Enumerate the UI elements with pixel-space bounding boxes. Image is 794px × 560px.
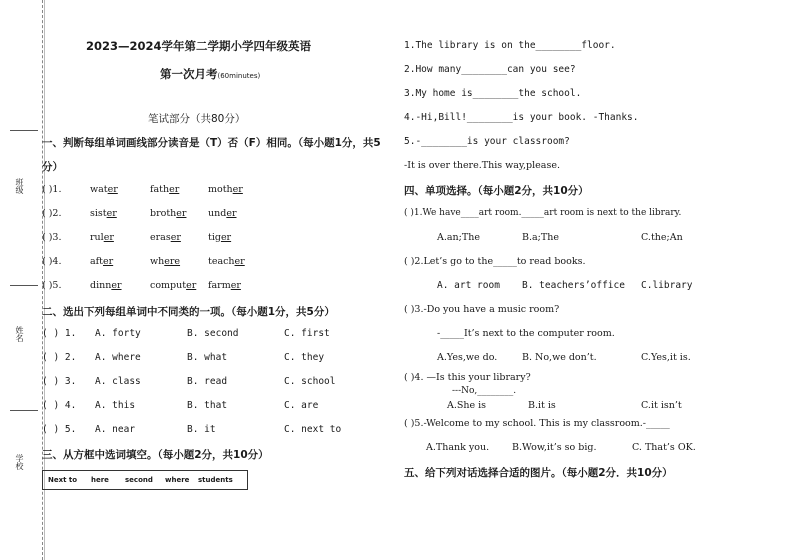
fill-question: 5.-________is your classroom? — [404, 136, 570, 147]
s2-option-b: B. second — [187, 328, 239, 339]
mc-option-b: B.it is — [528, 400, 556, 411]
s1-word-b: father — [150, 184, 180, 195]
s1-num: ( )2. — [42, 208, 62, 219]
mc-dialog-line: -_____It’s next to the computer room. — [437, 328, 615, 339]
s1-word-c: teacher — [208, 256, 245, 267]
s1-word-b: computer — [150, 280, 197, 291]
s2-option-c: C. first — [284, 328, 330, 339]
mc-option-a: A. art room — [437, 280, 500, 291]
section2-heading: 二、选出下列每组单词中不同类的一项。（每小题1分，共5分） — [42, 306, 335, 318]
s1-word-b: brother — [150, 208, 187, 219]
mc-option-c: C.Yes,it is. — [641, 352, 691, 363]
s2-option-c: C. school — [284, 376, 336, 387]
mc-option-b: B.Wow,it’s so big. — [512, 442, 597, 453]
s1-word-b: where — [150, 256, 181, 267]
class-blank-line — [10, 130, 38, 131]
s2-option-a: A. class — [95, 376, 141, 387]
s2-option-a: A. near — [95, 424, 136, 435]
class-label: 班级 — [15, 178, 24, 194]
s2-num: ( ) 3. — [42, 376, 77, 387]
mc-option-c: C.library — [641, 280, 693, 291]
s1-num: ( )5. — [42, 280, 62, 291]
mc-question: ( )5.-Welcome to my school. This is my classroom.-_____ — [404, 418, 670, 429]
s2-option-c: C. next to — [284, 424, 342, 435]
fill-question: 3.My home is________the school. — [404, 88, 582, 99]
mc-option-a: A.She is — [447, 400, 487, 411]
s2-num: ( ) 2. — [42, 352, 77, 363]
s1-num: ( )4. — [42, 256, 62, 267]
s1-word-c: under — [208, 208, 237, 219]
exam-duration: (60minutes) — [217, 72, 261, 80]
s2-option-b: B. it — [187, 424, 216, 435]
mc-option-c: C. That’s OK. — [632, 442, 696, 453]
s1-word-b: eraser — [150, 232, 181, 243]
s1-word-a: dinner — [90, 280, 122, 291]
exam-subtitle: 第一次月考 — [160, 67, 218, 81]
s2-option-b: B. that — [187, 400, 228, 411]
school-blank-line — [10, 410, 38, 411]
s2-option-a: A. forty — [95, 328, 141, 339]
s2-option-c: C. are — [284, 400, 319, 411]
s2-option-a: A. where — [95, 352, 141, 363]
fill-question: 2.How many________can you see? — [404, 64, 576, 75]
mc-option-c: C.it isn’t — [641, 400, 682, 411]
mc-question: ( )4. —Is this your library? — [404, 372, 531, 383]
word-bank-word: Next to — [48, 476, 78, 484]
s2-option-b: B. read — [187, 376, 228, 387]
s1-word-a: after — [90, 256, 114, 267]
mc-question: ( )3.-Do you have a music room? — [404, 304, 560, 315]
word-bank-word: students — [198, 476, 233, 484]
mc-option-a: A.Thank you. — [426, 442, 490, 453]
section4-heading: 四、单项选择。（每小题2分，共10分） — [404, 185, 589, 197]
name-blank-line — [10, 285, 38, 286]
word-bank-word: second — [125, 476, 153, 484]
word-bank-word: here — [91, 476, 109, 484]
mc-option-a: A.an;The — [437, 232, 480, 243]
section3-heading: 三、从方框中选词填空。（每小题2分，共10分） — [42, 449, 269, 461]
s2-option-a: A. this — [95, 400, 136, 411]
mc-option-b: B. teachers’office — [522, 280, 625, 291]
s2-option-b: B. what — [187, 352, 228, 363]
s2-num: ( ) 5. — [42, 424, 77, 435]
exam-title: 2023—2024学年第二学期小学四年级英语 — [86, 39, 312, 53]
written-part-title: 笔试部分（共80分） — [148, 113, 246, 125]
mc-option-a: A.Yes,we do. — [437, 352, 498, 363]
section5-heading: 五、给下列对话选择合适的图片。（每小题2分．共10分） — [404, 467, 673, 479]
mc-dialog-line: ---No,________. — [452, 386, 517, 396]
mc-option-b: B. No,we don’t. — [522, 352, 597, 363]
s1-word-a: water — [90, 184, 118, 195]
fill-question-response: -It is over there.This way,please. — [404, 160, 560, 171]
exam-subtitle-group — [160, 63, 260, 82]
section1-heading-cont: 分） — [42, 161, 63, 173]
s1-word-a: sister — [90, 208, 117, 219]
s2-num: ( ) 4. — [42, 400, 77, 411]
fill-question: 1.The library is on the________floor. — [404, 40, 616, 51]
s1-word-c: mother — [208, 184, 243, 195]
s1-num: ( )1. — [42, 184, 62, 195]
section1-heading: 一、判断每组单词画线部分读音是（T）否（F）相同。（每小题1分，共5 — [42, 137, 381, 149]
word-bank-box — [42, 470, 248, 490]
s2-num: ( ) 1. — [42, 328, 77, 339]
s1-num: ( )3. — [42, 232, 62, 243]
s1-word-c: tiger — [208, 232, 232, 243]
mc-question: ( )2.Let’s go to the_____to read books. — [404, 256, 586, 267]
word-bank-word: where — [165, 476, 190, 484]
s1-word-a: ruler — [90, 232, 114, 243]
mc-option-c: C.the;An — [641, 232, 683, 243]
mc-question: ( )1.We have____art room._____art room is next to the library. — [404, 208, 682, 218]
mc-option-b: B.a;The — [522, 232, 559, 243]
s1-word-c: farmer — [208, 280, 241, 291]
school-label: 学校 — [15, 454, 24, 470]
name-label: 姓名 — [15, 326, 24, 342]
s2-option-c: C. they — [284, 352, 325, 363]
fill-question: 4.-Hi,Bill!________is your book. -Thanks. — [404, 112, 639, 123]
